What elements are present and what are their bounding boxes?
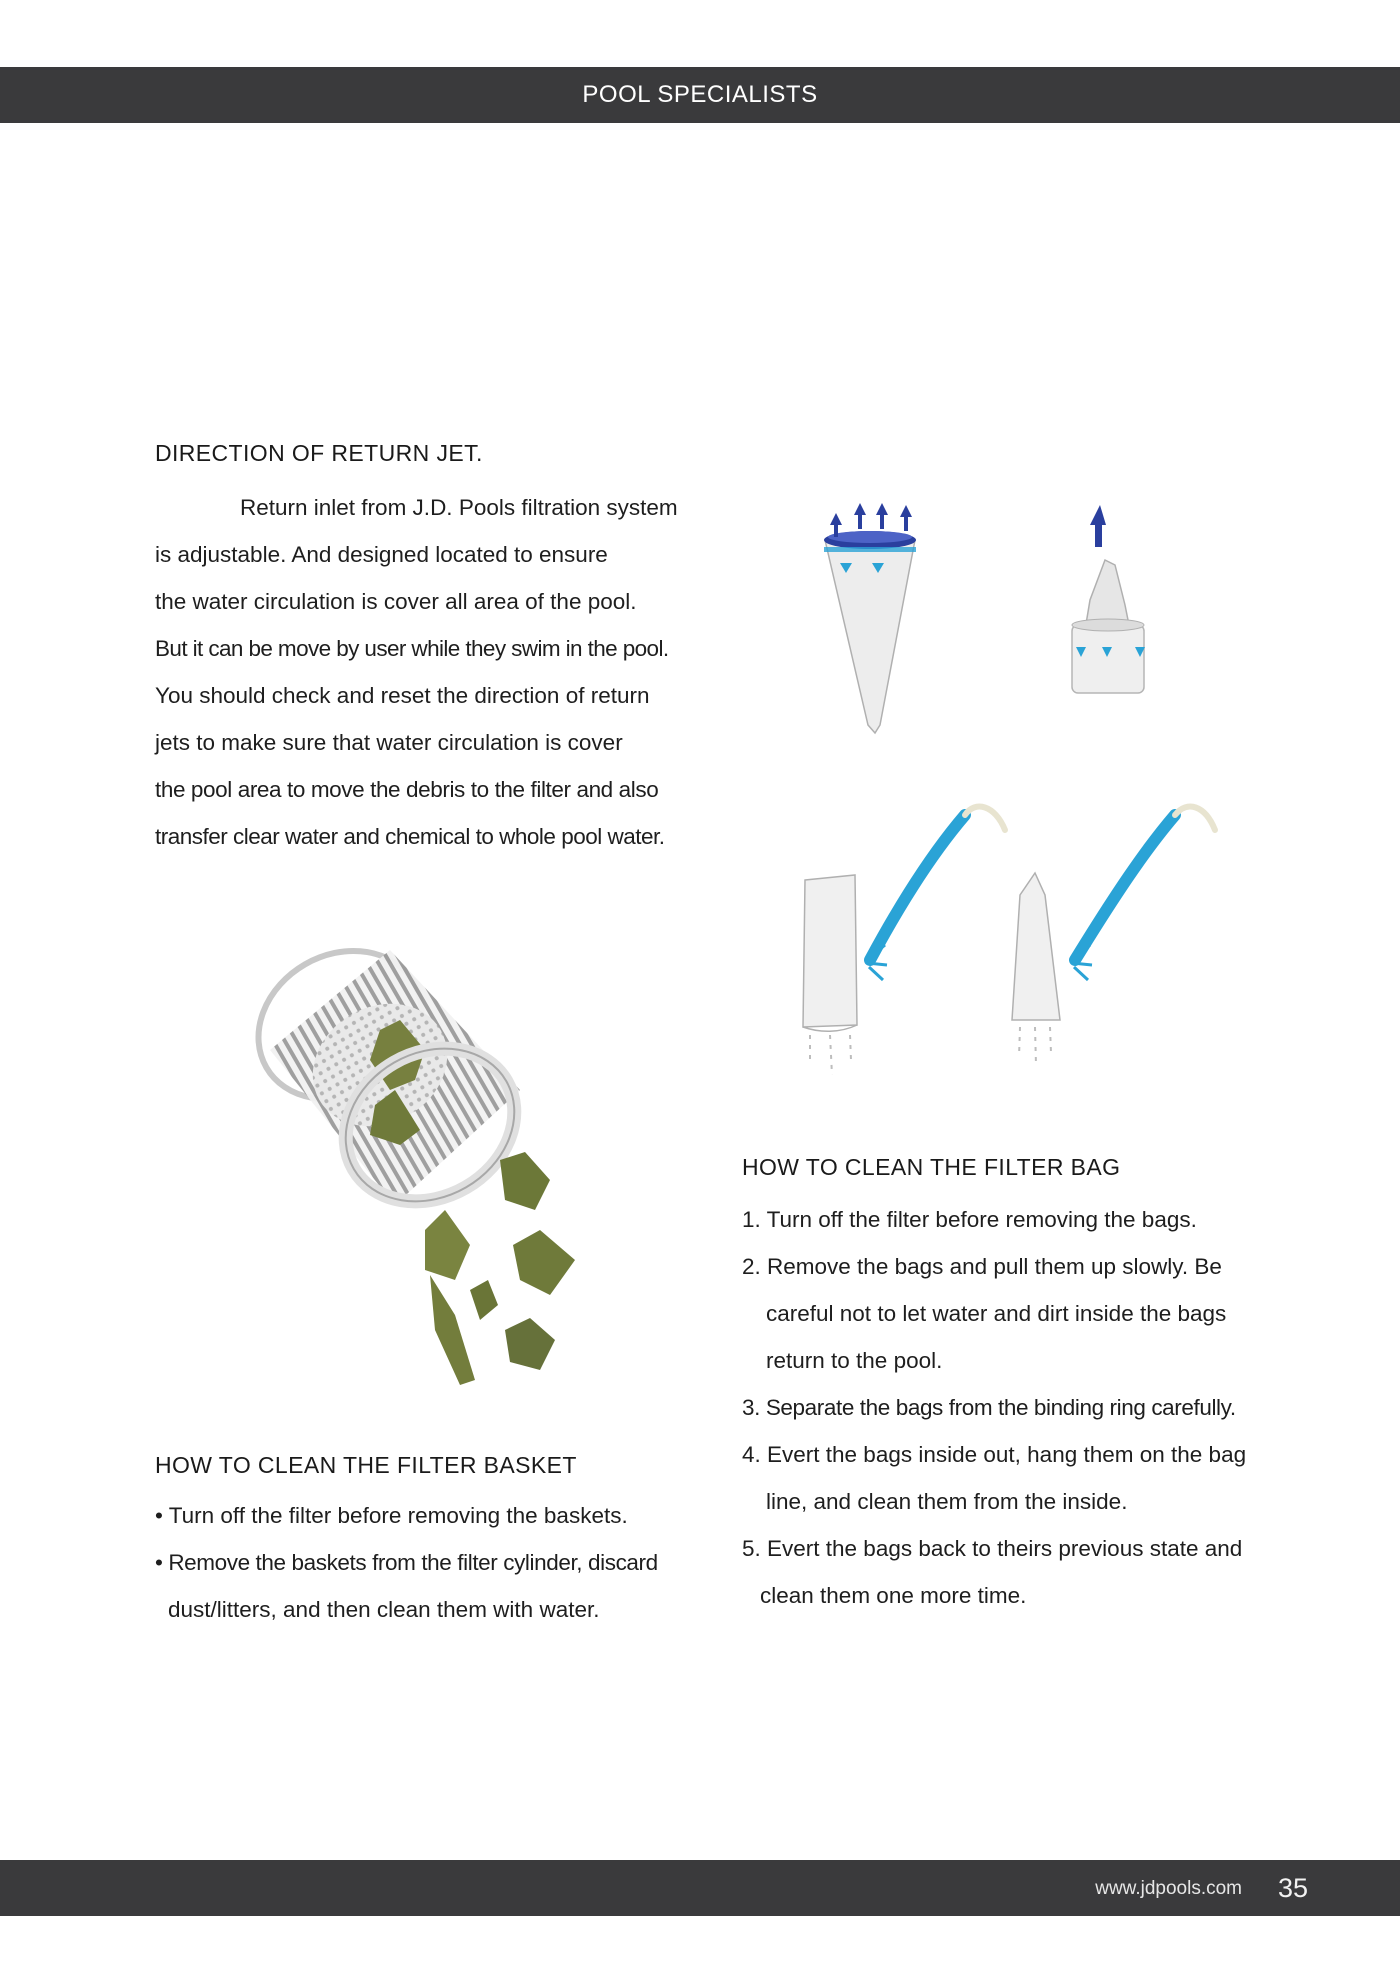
return-jet-line: jets to make sure that water circulation is cover bbox=[155, 730, 623, 755]
filter-bag-removal-illustration bbox=[810, 485, 1200, 745]
list-item: dust/litters, and then clean them with water. bbox=[168, 1597, 600, 1622]
filter-basket-illustration bbox=[230, 930, 590, 1400]
filter-bag-list bbox=[742, 1196, 1282, 1619]
list-item: 5. Evert the bags back to theirs previous state and bbox=[742, 1536, 1243, 1561]
footer-band bbox=[0, 1860, 1400, 1916]
return-jet-heading: DIRECTION OF RETURN JET. bbox=[155, 440, 483, 466]
list-item: clean them one more time. bbox=[760, 1583, 1027, 1608]
list-item: • Remove the baskets from the filter cylinder, discard bbox=[155, 1550, 658, 1575]
return-jet-line: transfer clear water and chemical to whole pool water. bbox=[155, 824, 665, 849]
return-jet-line: is adjustable. And designed located to ensure bbox=[155, 542, 608, 567]
header-band bbox=[0, 67, 1400, 123]
header-title: POOL SPECIALISTS bbox=[582, 81, 818, 108]
list-item: return to the pool. bbox=[766, 1348, 943, 1373]
list-item: 2. Remove the bags and pull them up slowly. Be bbox=[742, 1254, 1222, 1279]
return-jet-line: But it can be move by user while they swim in the pool. bbox=[155, 636, 669, 661]
list-item: 3. Separate the bags from the binding ring carefully. bbox=[742, 1395, 1236, 1420]
return-jet-line: You should check and reset the direction of return bbox=[155, 683, 650, 708]
filter-basket-heading: HOW TO CLEAN THE FILTER BASKET bbox=[155, 1452, 577, 1478]
list-item: 1. Turn off the filter before removing the bags. bbox=[742, 1207, 1197, 1232]
list-item: careful not to let water and dirt inside the bags bbox=[766, 1301, 1227, 1326]
filter-bag-washing-illustration bbox=[795, 795, 1255, 1085]
footer-url[interactable]: www.jdpools.com bbox=[1095, 1878, 1242, 1899]
list-item: line, and clean them from the inside. bbox=[766, 1489, 1128, 1514]
return-jet-line: the water circulation is cover all area of the pool. bbox=[155, 589, 637, 614]
list-item: 4. Evert the bags inside out, hang them on the bag bbox=[742, 1442, 1247, 1467]
list-item: • Turn off the filter before removing the baskets. bbox=[155, 1503, 628, 1528]
return-jet-line: Return inlet from J.D. Pools filtration system bbox=[240, 495, 678, 520]
filter-bag-heading: HOW TO CLEAN THE FILTER BAG bbox=[742, 1154, 1121, 1180]
page-number: 35 bbox=[1277, 1873, 1308, 1903]
filter-basket-list bbox=[155, 1492, 675, 1633]
return-jet-line: the pool area to move the debris to the filter and also bbox=[155, 777, 659, 802]
return-jet-paragraph bbox=[155, 484, 678, 860]
